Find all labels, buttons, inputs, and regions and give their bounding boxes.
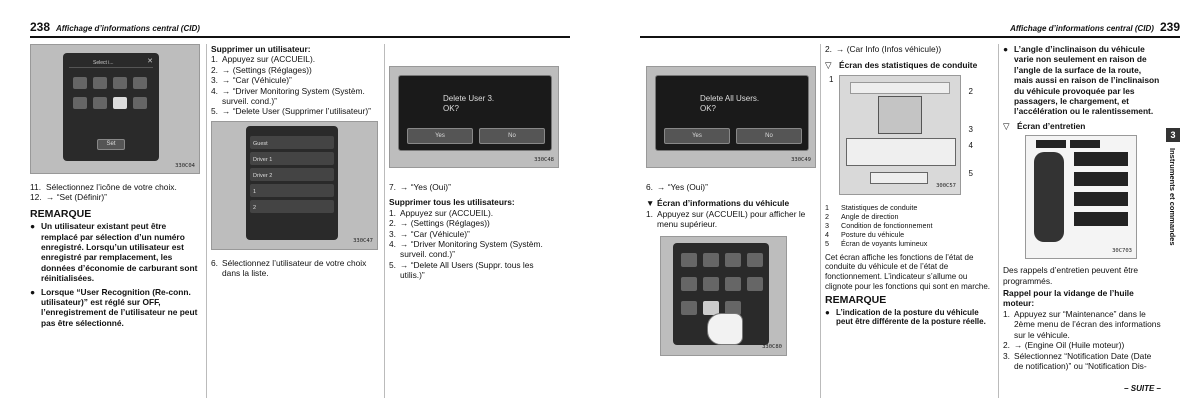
delete-user-dialog (398, 75, 552, 151)
step-list (211, 54, 379, 116)
page-number: 238 (30, 20, 51, 34)
step-item: 3. Sélectionnez “Notification Date (Date de notification)” ou “Notification Dis- (1003, 350, 1152, 371)
step-list (211, 258, 379, 279)
step-item: 1. Appuyez sur “Maintenance” dans le 2ème menu de l’écran des informations sur le véhicule. (1003, 308, 1161, 340)
step-item: 1. Appuyez sur (ACCUEIL). (389, 207, 494, 218)
delete-all-dialog (655, 75, 809, 151)
remarque-heading: REMARQUE (30, 207, 92, 220)
step-item: 5. → “Delete User (Supprimer l’utilisateur)” (211, 106, 371, 117)
list-item[interactable]: Driver 1 (250, 152, 334, 165)
image-code: 330C49 (791, 156, 811, 163)
illustration-home-menu (660, 236, 787, 356)
header-title: Affichage d’informations central (CID) (1010, 24, 1154, 33)
section-heading: Rappel pour la vidange de l’huile moteur: (1003, 288, 1134, 309)
page-239 (640, 0, 1180, 402)
legend-item: 1 Statistiques de conduite (825, 202, 918, 212)
step-item: 7. → “Yes (Oui)” (389, 182, 451, 192)
illustration-user-list (211, 121, 378, 250)
section-heading: Supprimer tous les utilisateurs: (389, 197, 515, 208)
step-item: 2. → (Settings (Réglages)) (211, 64, 312, 75)
app-icon[interactable] (725, 253, 741, 267)
step-list (646, 182, 816, 192)
cid-screen (246, 126, 338, 240)
callout-1: 1 (829, 74, 834, 84)
illustration-driving-stats (839, 75, 961, 195)
app-icon[interactable] (681, 301, 697, 315)
page-238 (30, 0, 570, 402)
step-item: 2. → (Engine Oil (Huile moteur)) (1003, 340, 1125, 351)
avatar-icon[interactable] (93, 97, 107, 109)
step-list (389, 182, 559, 192)
app-icon[interactable] (725, 277, 741, 291)
legend-item: 5 Écran de voyants lumineux (825, 238, 928, 248)
callout-5: 5 (968, 168, 973, 178)
app-icon[interactable] (681, 277, 697, 291)
warning-lights-panel (870, 172, 928, 184)
car-topview-icon (1034, 152, 1064, 242)
image-code: 330C47 (353, 238, 373, 245)
column-divider (206, 44, 207, 398)
legend-item: 4 Posture du véhicule (825, 229, 905, 239)
yes-button[interactable]: Yes (664, 128, 730, 144)
header-title: Affichage d’informations central (CID) (56, 24, 200, 33)
list-item[interactable]: 1 (250, 184, 334, 197)
maintenance-item[interactable] (1074, 192, 1128, 206)
step-list (1003, 309, 1161, 371)
triangle-outline-icon: ▽ (1003, 120, 1010, 131)
list-item[interactable]: Driver 2 (250, 168, 334, 181)
column-divider (384, 44, 385, 398)
continued-marker: – SUITE – (1124, 383, 1161, 393)
dialog-message: Delete User 3. (443, 94, 495, 103)
column-1 (646, 44, 816, 402)
chapter-tab (1166, 128, 1180, 246)
section-heading: ▼ Écran d’informations du véhicule (646, 198, 790, 209)
column-3 (1003, 44, 1161, 402)
step-item: 3. → “Car (Véhicule)” (211, 75, 292, 86)
header-rule (640, 36, 1180, 38)
figure-legend (825, 203, 993, 248)
illustration-maintenance (1025, 135, 1137, 259)
remarque-heading: REMARQUE (825, 294, 887, 307)
close-icon[interactable]: ✕ (147, 58, 153, 65)
illustration-delete-user (389, 66, 559, 168)
chapter-title: Instruments et commandes (1168, 148, 1177, 246)
subsection-heading: ▽ Écran des statistiques de conduite (825, 60, 978, 71)
app-icon[interactable] (703, 277, 719, 291)
callout-4: 4 (968, 140, 973, 150)
app-icon[interactable] (747, 277, 763, 291)
step-item: 2. → (Settings (Réglages)) (389, 218, 490, 229)
image-code: 330C80 (762, 344, 782, 351)
maintenance-item[interactable] (1074, 212, 1128, 226)
illustration-icon-select (30, 44, 200, 174)
avatar-icon-selected[interactable] (113, 97, 127, 109)
remarque-bullet: ● L’indication de la posture du véhicule peut être différente de la posture réelle. (825, 307, 986, 327)
remarque-bullet: ● L’angle d’inclinaison du véhicule varie non seulement en raison de l’angle de la surface de la route, mais aussi en raison de l’inclinaison du véhicule provoquée par les passagers, le chargement, et l’accélération ou le ralentissement. (1003, 44, 1160, 117)
cid-screen (63, 53, 159, 161)
avatar-icon[interactable] (73, 97, 87, 109)
page-header (30, 20, 200, 34)
column-divider (820, 44, 821, 398)
step-item: 6. Sélectionnez l’utilisateur de votre choix dans la liste. (211, 257, 367, 279)
no-button[interactable]: No (479, 128, 545, 144)
avatar-icon[interactable] (113, 77, 127, 89)
dialog-question: OK? (700, 104, 717, 113)
app-icon[interactable] (747, 253, 763, 267)
page-header (1010, 20, 1180, 34)
legend-item: 2 Angle de direction (825, 211, 899, 221)
description-paragraph: Des rappels d’entretien peuvent être programmés. (1003, 265, 1139, 286)
driving-stats-figure (825, 75, 991, 199)
screen-titlebar (69, 57, 153, 68)
illustration-delete-all (646, 66, 816, 168)
screen-title: Select i... (93, 60, 114, 66)
vehicle-posture-graphic (846, 138, 956, 166)
remarque-bullet: ● Un utilisateur existant peut être remplacé par sélection d’un numéro enregistré. Lorsqu’un utilisateur est enregistré par remplacement, les données d’économie de carburant sont réinitialisées. (30, 221, 198, 284)
list-item[interactable]: Guest (250, 136, 334, 149)
app-icon[interactable] (703, 253, 719, 267)
steering-angle-graphic (878, 96, 922, 134)
step-item: 4. → “Driver Monitoring System (Systèm. surveil. cond.)” (211, 85, 365, 107)
step-item: 11. Sélectionnez l’icône de votre choix. (30, 182, 177, 192)
step-item: 1. Appuyez sur (ACCUEIL) pour afficher le menu supérieur. (646, 208, 806, 230)
app-icon[interactable] (681, 253, 697, 267)
legend-item: 3 Condition de fonctionnement (825, 220, 933, 230)
avatar-icon[interactable] (93, 77, 107, 89)
cid-screen (673, 243, 769, 345)
step-list (389, 208, 559, 281)
image-code: 330C48 (534, 156, 554, 163)
triangle-down-icon: ▼ (646, 198, 655, 209)
dialog-question: OK? (443, 104, 460, 113)
column-divider (998, 44, 999, 398)
list-item[interactable]: 2 (250, 200, 334, 213)
description-paragraph: Cet écran affiche les fonctions de l’état de conduite du véhicule et de l’état de fonctionnement. L’indicateur s’allume ou clignote pour les fonctions qui sont en marche. (825, 252, 990, 291)
yes-button[interactable]: Yes (407, 128, 473, 144)
step-list (825, 44, 993, 54)
section-heading: Supprimer un utilisateur: (211, 44, 311, 54)
step-item: 12. → “Set (Définir)” (30, 192, 107, 203)
triangle-outline-icon: ▽ (825, 60, 832, 71)
page-number: 239 (1159, 20, 1180, 34)
step-item: 3. → “Car (Véhicule)” (389, 228, 470, 239)
no-button[interactable]: No (736, 128, 802, 144)
image-code: 30C703 (1112, 247, 1132, 254)
step-item: 2. → (Car Info (Infos véhicule)) (825, 44, 942, 54)
image-code: 300C57 (936, 183, 956, 190)
step-item: 5. → “Delete All Users (Suppr. tous les utilis.)” (389, 259, 534, 281)
subsection-heading: ▽ Écran d’entretien (1003, 120, 1086, 131)
set-button[interactable]: Set (97, 139, 125, 150)
maintenance-item[interactable] (1074, 172, 1128, 186)
callout-2: 2 (968, 86, 973, 96)
chapter-number: 3 (1166, 128, 1180, 142)
step-item: 4. → “Driver Monitoring System (Systèm. surveil. cond.)” (389, 239, 543, 260)
callout-3: 3 (968, 124, 973, 134)
avatar-icon[interactable] (133, 97, 147, 109)
step-list (30, 182, 200, 203)
maintenance-item[interactable] (1074, 152, 1128, 166)
step-list (646, 209, 816, 230)
column-2 (825, 44, 993, 402)
dialog-message: Delete All Users. (700, 94, 760, 103)
step-item: 1. Appuyez sur (ACCUEIL). (211, 54, 316, 65)
avatar-icon[interactable] (133, 77, 147, 89)
avatar-icon[interactable] (73, 77, 87, 89)
image-code: 330C04 (175, 162, 195, 169)
step-item: 6. → “Yes (Oui)” (646, 182, 708, 192)
remarque-bullet: ● Lorsque “User Recognition (Re-conn. utilisateur)” est réglé sur OFF, l’enregistrement de l’utilisateur ne peut pas être sélectionné. (30, 286, 198, 328)
header-rule (30, 36, 570, 38)
hand-pointer-icon (707, 313, 743, 345)
column-2 (211, 44, 379, 402)
column-1 (30, 44, 200, 402)
column-3 (389, 44, 559, 402)
